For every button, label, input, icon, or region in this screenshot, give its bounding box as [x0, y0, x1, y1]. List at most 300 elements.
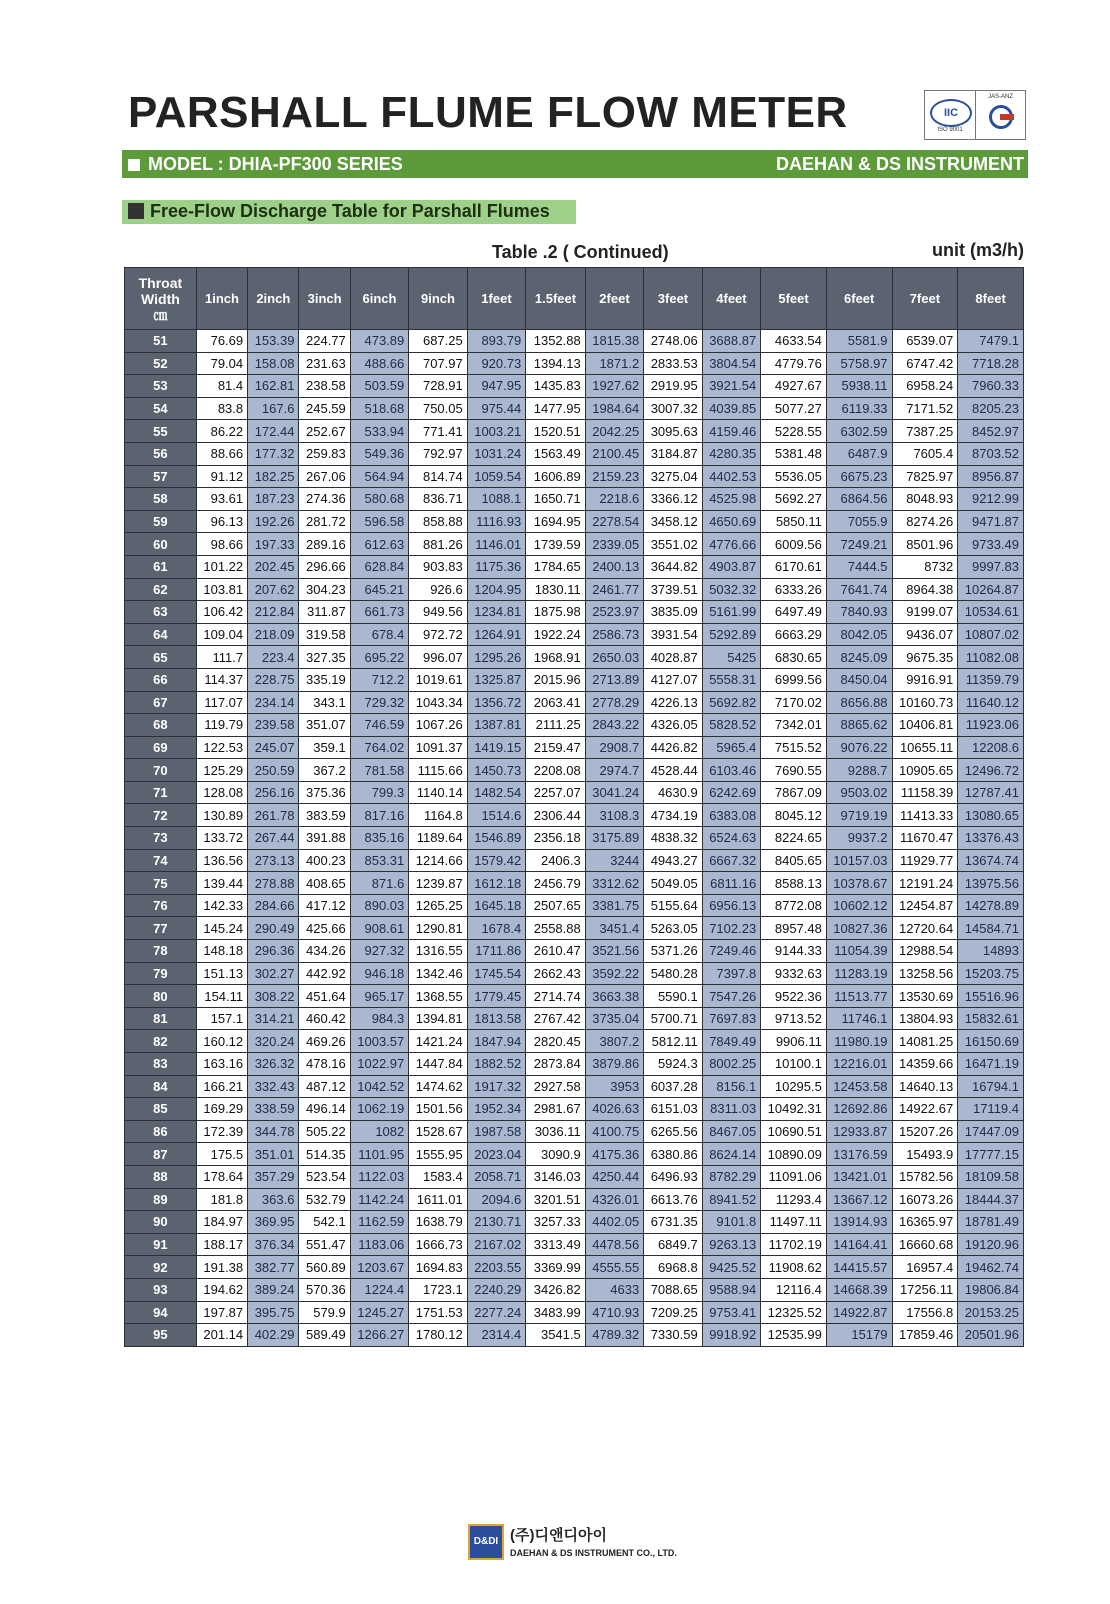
discharge-cell: 781.58 [350, 759, 408, 782]
discharge-cell: 1650.71 [526, 488, 586, 511]
discharge-cell: 6380.86 [644, 1143, 702, 1166]
throat-width-cell: 73 [125, 827, 197, 850]
discharge-cell: 231.63 [299, 352, 350, 375]
table-caption: Table .2 ( Continued) [492, 242, 669, 262]
discharge-cell: 172.44 [248, 420, 299, 443]
discharge-cell: 1666.73 [409, 1233, 467, 1256]
table-row [125, 1233, 1024, 1256]
discharge-cell: 3739.51 [644, 578, 702, 601]
column-header: 6feet [826, 268, 892, 330]
discharge-cell: 2314.4 [467, 1324, 525, 1347]
table-row [125, 849, 1024, 872]
throat-width-cell: 57 [125, 465, 197, 488]
table-row [125, 352, 1024, 375]
discharge-cell: 119.79 [196, 714, 247, 737]
column-header: 7feet [892, 268, 958, 330]
discharge-cell: 9101.8 [702, 1211, 760, 1234]
discharge-cell: 4734.19 [644, 804, 702, 827]
discharge-cell: 1316.55 [409, 940, 467, 963]
discharge-cell: 5161.99 [702, 601, 760, 624]
discharge-cell: 7330.59 [644, 1324, 702, 1347]
company-korean-name: (주)디앤디아이 [510, 1527, 607, 1544]
discharge-cell: 3426.82 [526, 1278, 586, 1301]
discharge-cell: 8274.26 [892, 510, 958, 533]
discharge-cell: 972.72 [409, 623, 467, 646]
discharge-cell: 3921.54 [702, 375, 760, 398]
discharge-cell: 12454.87 [892, 894, 958, 917]
discharge-cell: 10890.09 [761, 1143, 827, 1166]
discharge-cell: 13421.01 [826, 1165, 892, 1188]
discharge-cell: 3090.9 [526, 1143, 586, 1166]
table-row [125, 330, 1024, 353]
discharge-cell: 17859.46 [892, 1324, 958, 1347]
discharge-cell: 7697.83 [702, 1007, 760, 1030]
discharge-cell: 19120.96 [958, 1233, 1024, 1256]
discharge-cell: 890.03 [350, 894, 408, 917]
discharge-cell: 9733.49 [958, 533, 1024, 556]
discharge-cell: 114.37 [196, 668, 247, 691]
throat-width-cell: 93 [125, 1278, 197, 1301]
discharge-cell: 5812.11 [644, 1030, 702, 1053]
discharge-cell: 4326.01 [585, 1188, 643, 1211]
discharge-cell: 252.67 [299, 420, 350, 443]
discharge-cell: 6487.9 [826, 442, 892, 465]
discharge-cell: 4175.36 [585, 1143, 643, 1166]
discharge-cell: 117.07 [196, 691, 247, 714]
discharge-cell: 1477.95 [526, 397, 586, 420]
discharge-cell: 153.39 [248, 330, 299, 353]
discharge-cell: 949.56 [409, 601, 467, 624]
discharge-cell: 14164.41 [826, 1233, 892, 1256]
discharge-cell: 434.26 [299, 940, 350, 963]
discharge-cell: 273.13 [248, 849, 299, 872]
discharge-cell: 359.1 [299, 736, 350, 759]
discharge-cell: 4127.07 [644, 668, 702, 691]
discharge-cell: 7718.28 [958, 352, 1024, 375]
discharge-cell: 4226.13 [644, 691, 702, 714]
discharge-cell: 19806.84 [958, 1278, 1024, 1301]
discharge-cell: 12453.58 [826, 1075, 892, 1098]
discharge-cell: 729.32 [350, 691, 408, 714]
discharge-cell: 8957.48 [761, 917, 827, 940]
discharge-cell: 13176.59 [826, 1143, 892, 1166]
discharge-cell: 296.36 [248, 940, 299, 963]
discharge-cell: 1501.56 [409, 1098, 467, 1121]
discharge-cell: 1234.81 [467, 601, 525, 624]
discharge-cell: 8048.93 [892, 488, 958, 511]
discharge-cell: 8956.87 [958, 465, 1024, 488]
discharge-cell: 11283.19 [826, 962, 892, 985]
discharge-cell: 12216.01 [826, 1053, 892, 1076]
discharge-cell: 14278.89 [958, 894, 1024, 917]
discharge-cell: 212.84 [248, 601, 299, 624]
discharge-cell: 234.14 [248, 691, 299, 714]
discharge-cell: 533.94 [350, 420, 408, 443]
discharge-cell: 1745.54 [467, 962, 525, 985]
discharge-cell: 7960.33 [958, 375, 1024, 398]
discharge-cell: 4776.66 [702, 533, 760, 556]
table-row [125, 555, 1024, 578]
discharge-cell: 11082.08 [958, 646, 1024, 669]
table-row [125, 962, 1024, 985]
discharge-cell: 542.1 [299, 1211, 350, 1234]
column-header: 8feet [958, 268, 1024, 330]
discharge-cell: 3257.33 [526, 1211, 586, 1234]
discharge-cell: 1204.95 [467, 578, 525, 601]
discharge-cell: 488.66 [350, 352, 408, 375]
throat-width-cell: 72 [125, 804, 197, 827]
discharge-cell: 1952.34 [467, 1098, 525, 1121]
discharge-cell: 187.23 [248, 488, 299, 511]
discharge-cell: 13080.65 [958, 804, 1024, 827]
discharge-cell: 9713.52 [761, 1007, 827, 1030]
throat-width-cell: 82 [125, 1030, 197, 1053]
discharge-cell: 9199.07 [892, 601, 958, 624]
discharge-cell: 1474.62 [409, 1075, 467, 1098]
discharge-cell: 645.21 [350, 578, 408, 601]
throat-width-cell: 56 [125, 442, 197, 465]
table-row [125, 872, 1024, 895]
discharge-cell: 83.8 [196, 397, 247, 420]
discharge-cell: 2167.02 [467, 1233, 525, 1256]
discharge-cell: 18781.49 [958, 1211, 1024, 1234]
discharge-cell: 1450.73 [467, 759, 525, 782]
discharge-cell: 1031.24 [467, 442, 525, 465]
discharge-cell: 2111.25 [526, 714, 586, 737]
discharge-cell: 93.61 [196, 488, 247, 511]
discharge-cell: 5077.27 [761, 397, 827, 420]
discharge-cell: 4039.85 [702, 397, 760, 420]
table-row [125, 578, 1024, 601]
throat-width-cell: 83 [125, 1053, 197, 1076]
discharge-cell: 5425 [702, 646, 760, 669]
discharge-cell: 4779.76 [761, 352, 827, 375]
discharge-cell: 3275.04 [644, 465, 702, 488]
discharge-cell: 746.59 [350, 714, 408, 737]
throat-width-cell: 59 [125, 510, 197, 533]
discharge-cell: 1059.54 [467, 465, 525, 488]
discharge-cell: 13258.56 [892, 962, 958, 985]
discharge-cell: 5228.55 [761, 420, 827, 443]
discharge-cell: 10160.73 [892, 691, 958, 714]
discharge-cell: 1394.81 [409, 1007, 467, 1030]
discharge-cell: 182.25 [248, 465, 299, 488]
discharge-cell: 16660.68 [892, 1233, 958, 1256]
discharge-cell: 304.23 [299, 578, 350, 601]
discharge-cell: 14415.57 [826, 1256, 892, 1279]
discharge-cell: 7249.46 [702, 940, 760, 963]
table-row [125, 1324, 1024, 1347]
discharge-cell: 8703.52 [958, 442, 1024, 465]
throat-width-cell: 52 [125, 352, 197, 375]
discharge-cell: 224.77 [299, 330, 350, 353]
discharge-cell: 142.33 [196, 894, 247, 917]
discharge-cell: 320.24 [248, 1030, 299, 1053]
table-row [125, 1030, 1024, 1053]
discharge-cell: 11293.4 [761, 1188, 827, 1211]
discharge-cell: 3592.22 [585, 962, 643, 985]
discharge-cell: 1882.52 [467, 1053, 525, 1076]
discharge-cell: 172.39 [196, 1120, 247, 1143]
discharge-cell: 1203.67 [350, 1256, 408, 1279]
discharge-cell: 7547.26 [702, 985, 760, 1008]
discharge-cell: 1546.89 [467, 827, 525, 850]
column-header: 3inch [299, 268, 350, 330]
discharge-cell: 98.66 [196, 533, 247, 556]
discharge-cell: 17256.11 [892, 1278, 958, 1301]
discharge-cell: 344.78 [248, 1120, 299, 1143]
discharge-cell: 1062.19 [350, 1098, 408, 1121]
discharge-cell: 133.72 [196, 827, 247, 850]
discharge-cell: 1183.06 [350, 1233, 408, 1256]
discharge-cell: 3807.2 [585, 1030, 643, 1053]
throat-width-cell: 66 [125, 668, 197, 691]
discharge-cell: 532.79 [299, 1188, 350, 1211]
discharge-cell: 7209.25 [644, 1301, 702, 1324]
discharge-cell: 1146.01 [467, 533, 525, 556]
discharge-cell: 6009.56 [761, 533, 827, 556]
discharge-cell: 1751.53 [409, 1301, 467, 1324]
discharge-cell: 296.66 [299, 555, 350, 578]
discharge-cell: 6747.42 [892, 352, 958, 375]
discharge-cell: 2820.45 [526, 1030, 586, 1053]
table-header-row [125, 268, 1024, 330]
discharge-cell: 8588.13 [761, 872, 827, 895]
discharge-cell: 177.32 [248, 442, 299, 465]
throat-label: Throat [138, 274, 183, 291]
table-row [125, 1278, 1024, 1301]
discharge-cell: 7641.74 [826, 578, 892, 601]
throat-width-cell: 94 [125, 1301, 197, 1324]
discharge-cell: 1115.66 [409, 759, 467, 782]
discharge-cell: 11702.19 [761, 1233, 827, 1256]
discharge-cell: 2203.55 [467, 1256, 525, 1279]
discharge-cell: 2400.13 [585, 555, 643, 578]
discharge-cell: 7605.4 [892, 442, 958, 465]
discharge-cell: 18444.37 [958, 1188, 1024, 1211]
discharge-cell: 4525.98 [702, 488, 760, 511]
discharge-cell: 4026.63 [585, 1098, 643, 1121]
discharge-cell: 6864.56 [826, 488, 892, 511]
discharge-cell: 1067.26 [409, 714, 467, 737]
discharge-cell: 319.58 [299, 623, 350, 646]
discharge-cell: 9906.11 [761, 1030, 827, 1053]
discharge-cell: 1875.98 [526, 601, 586, 624]
discharge-cell: 473.89 [350, 330, 408, 353]
discharge-cell: 893.79 [467, 330, 525, 353]
discharge-cell: 1987.58 [467, 1120, 525, 1143]
discharge-cell: 202.45 [248, 555, 299, 578]
company-english-name: DAEHAN & DS INSTRUMENT CO., LTD. [510, 1548, 677, 1558]
discharge-cell: 6667.32 [702, 849, 760, 872]
discharge-cell: 13674.74 [958, 849, 1024, 872]
throat-width-cell: 62 [125, 578, 197, 601]
discharge-cell: 1325.87 [467, 668, 525, 691]
discharge-cell: 5828.52 [702, 714, 760, 737]
discharge-cell: 6151.03 [644, 1098, 702, 1121]
throat-width-cell: 88 [125, 1165, 197, 1188]
discharge-cell: 518.68 [350, 397, 408, 420]
model-label: MODEL : DHIA-PF300 SERIES [148, 154, 403, 174]
discharge-cell: 7825.97 [892, 465, 958, 488]
discharge-cell: 1784.65 [526, 555, 586, 578]
discharge-cell: 11497.11 [761, 1211, 827, 1234]
discharge-cell: 15832.61 [958, 1007, 1024, 1030]
discharge-cell: 3451.4 [585, 917, 643, 940]
discharge-cell: 4789.32 [585, 1324, 643, 1347]
discharge-cell: 8941.52 [702, 1188, 760, 1211]
discharge-cell: 223.4 [248, 646, 299, 669]
discharge-cell: 7249.21 [826, 533, 892, 556]
throat-width-cell: 53 [125, 375, 197, 398]
table-row [125, 1301, 1024, 1324]
discharge-cell: 10534.61 [958, 601, 1024, 624]
discharge-cell: 79.04 [196, 352, 247, 375]
company-name: DAEHAN & DS INSTRUMENT [775, 154, 1024, 174]
discharge-cell: 376.34 [248, 1233, 299, 1256]
discharge-cell: 13530.69 [892, 985, 958, 1008]
throat-width-cell: 63 [125, 601, 197, 624]
table-row [125, 1075, 1024, 1098]
discharge-cell: 16794.1 [958, 1075, 1024, 1098]
discharge-cell: 6811.16 [702, 872, 760, 895]
discharge-cell: 8205.23 [958, 397, 1024, 420]
discharge-cell: 1813.58 [467, 1007, 525, 1030]
discharge-cell: 9753.41 [702, 1301, 760, 1324]
discharge-cell: 389.24 [248, 1278, 299, 1301]
discharge-cell: 11929.77 [892, 849, 958, 872]
discharge-cell: 1224.4 [350, 1278, 408, 1301]
discharge-cell: 239.58 [248, 714, 299, 737]
discharge-cell: 267.44 [248, 827, 299, 850]
discharge-cell: 2908.7 [585, 736, 643, 759]
throat-width-cell: 76 [125, 894, 197, 917]
discharge-cell: 5700.71 [644, 1007, 702, 1030]
discharge-cell: 596.58 [350, 510, 408, 533]
discharge-cell: 2130.71 [467, 1211, 525, 1234]
discharge-cell: 1101.95 [350, 1143, 408, 1166]
discharge-cell: 8002.25 [702, 1053, 760, 1076]
discharge-cell: 5381.48 [761, 442, 827, 465]
table-row [125, 1007, 1024, 1030]
discharge-cell: 201.14 [196, 1324, 247, 1347]
discharge-cell: 10905.65 [892, 759, 958, 782]
discharge-cell: 814.74 [409, 465, 467, 488]
column-header: 1feet [467, 268, 525, 330]
discharge-cell: 191.38 [196, 1256, 247, 1279]
discharge-cell: 6830.65 [761, 646, 827, 669]
table-row [125, 488, 1024, 511]
width-label: Width [141, 290, 180, 307]
discharge-cell: 16471.19 [958, 1053, 1024, 1076]
discharge-cell: 4903.87 [702, 555, 760, 578]
discharge-cell: 4528.44 [644, 759, 702, 782]
discharge-cell: 391.88 [299, 827, 350, 850]
discharge-cell: 18109.58 [958, 1165, 1024, 1188]
table-row [125, 397, 1024, 420]
discharge-cell: 7055.9 [826, 510, 892, 533]
discharge-cell: 2063.41 [526, 691, 586, 714]
discharge-cell: 7387.25 [892, 420, 958, 443]
throat-width-cell: 81 [125, 1007, 197, 1030]
discharge-cell: 460.42 [299, 1007, 350, 1030]
discharge-cell: 853.31 [350, 849, 408, 872]
discharge-cell: 1245.27 [350, 1301, 408, 1324]
discharge-cell: 1638.79 [409, 1211, 467, 1234]
discharge-cell: 579.9 [299, 1301, 350, 1324]
discharge-cell: 13914.93 [826, 1211, 892, 1234]
discharge-cell: 1606.89 [526, 465, 586, 488]
discharge-cell: 3381.75 [585, 894, 643, 917]
discharge-cell: 367.2 [299, 759, 350, 782]
discharge-cell: 369.95 [248, 1211, 299, 1234]
discharge-cell: 1694.95 [526, 510, 586, 533]
throat-width-header [125, 268, 197, 330]
discharge-cell: 1922.24 [526, 623, 586, 646]
discharge-cell: 3835.09 [644, 601, 702, 624]
discharge-cell: 178.64 [196, 1165, 247, 1188]
discharge-cell: 9937.2 [826, 827, 892, 850]
discharge-cell: 11923.06 [958, 714, 1024, 737]
discharge-cell: 505.22 [299, 1120, 350, 1143]
model-banner [122, 150, 1028, 178]
throat-width-cell: 69 [125, 736, 197, 759]
discharge-cell: 628.84 [350, 555, 408, 578]
discharge-cell: 8156.1 [702, 1075, 760, 1098]
discharge-cell: 1162.59 [350, 1211, 408, 1234]
discharge-cell: 130.89 [196, 804, 247, 827]
model-label-wrap [128, 154, 403, 175]
discharge-cell: 8045.12 [761, 804, 827, 827]
discharge-cell: 9263.13 [702, 1233, 760, 1256]
discharge-cell: 12208.6 [958, 736, 1024, 759]
discharge-cell: 154.11 [196, 985, 247, 1008]
discharge-cell: 395.75 [248, 1301, 299, 1324]
discharge-cell: 245.59 [299, 397, 350, 420]
discharge-cell: 12933.87 [826, 1120, 892, 1143]
discharge-cell: 14922.87 [826, 1301, 892, 1324]
throat-width-cell: 78 [125, 940, 197, 963]
discharge-cell: 8245.09 [826, 646, 892, 669]
discharge-cell: 290.49 [248, 917, 299, 940]
page-title: PARSHALL FLUME FLOW METER [128, 88, 848, 137]
discharge-cell: 5938.11 [826, 375, 892, 398]
discharge-cell: 858.88 [409, 510, 467, 533]
discharge-cell: 2208.08 [526, 759, 586, 782]
discharge-cell: 14893 [958, 940, 1024, 963]
discharge-cell: 1645.18 [467, 894, 525, 917]
discharge-cell: 11413.33 [892, 804, 958, 827]
discharge-cell: 1871.2 [585, 352, 643, 375]
discharge-cell: 9916.91 [892, 668, 958, 691]
table-row [125, 759, 1024, 782]
jas-anz-logo [976, 91, 1026, 139]
discharge-cell: 926.6 [409, 578, 467, 601]
discharge-cell: 2277.24 [467, 1301, 525, 1324]
discharge-cell: 1520.51 [526, 420, 586, 443]
discharge-cell: 469.26 [299, 1030, 350, 1053]
discharge-cell: 351.07 [299, 714, 350, 737]
discharge-cell: 375.36 [299, 781, 350, 804]
discharge-cell: 2713.89 [585, 668, 643, 691]
discharge-cell: 6675.23 [826, 465, 892, 488]
table-row [125, 985, 1024, 1008]
discharge-cell: 1022.97 [350, 1053, 408, 1076]
discharge-cell: 1528.67 [409, 1120, 467, 1143]
discharge-cell: 6037.28 [644, 1075, 702, 1098]
discharge-cell: 7849.49 [702, 1030, 760, 1053]
discharge-cell: 12692.86 [826, 1098, 892, 1121]
